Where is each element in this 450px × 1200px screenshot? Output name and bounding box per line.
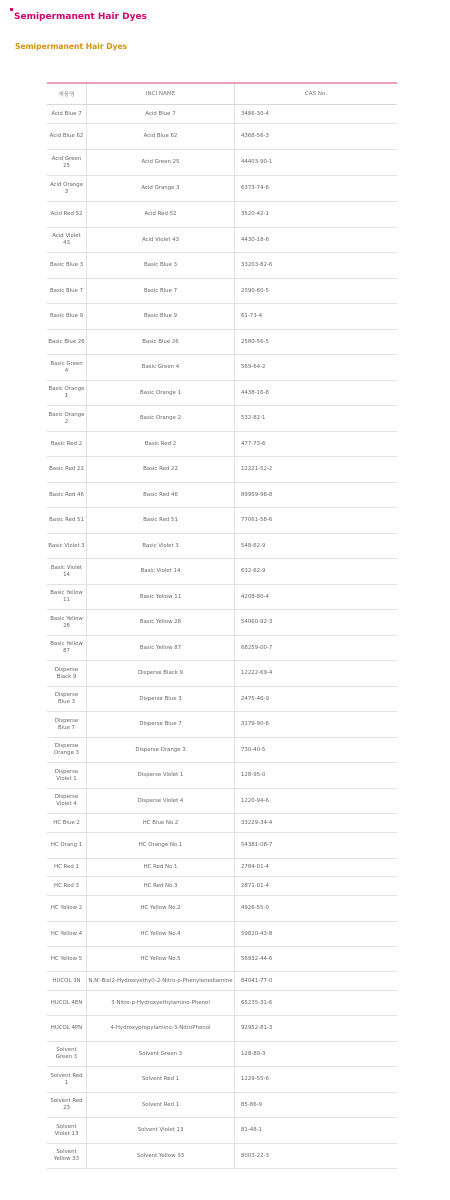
cell-cas-no: 6373-74-6 <box>235 176 398 202</box>
table-row <box>47 922 397 947</box>
table-row <box>47 432 397 457</box>
cell-inci-name: Basic Blue 26 <box>87 330 235 355</box>
table-row <box>47 972 397 991</box>
cell-inci-name: HC Red No.3 <box>87 877 235 896</box>
table-row <box>47 687 397 712</box>
cell-inci-name: Basic Blue 7 <box>87 279 235 304</box>
cell-cas-no: 2580-56-5 <box>235 330 398 355</box>
cell-product-name: Basic Violet 3 <box>47 534 87 559</box>
cell-inci-name: Basic Violet 14 <box>87 559 235 585</box>
table-row <box>47 534 397 559</box>
cell-inci-name: Solvent Red 1 <box>87 1067 235 1093</box>
table-row <box>47 1067 397 1093</box>
table-row <box>47 896 397 922</box>
cell-product-name: Basic Blue 9 <box>47 304 87 330</box>
cell-product-name: Acid Red 52 <box>47 202 87 228</box>
cell-inci-name: Basic Yellow 28 <box>87 610 235 636</box>
cell-product-name: Basic Red 46 <box>47 483 87 508</box>
table-row <box>47 859 397 877</box>
cell-cas-no: 3179-90-6 <box>235 712 398 738</box>
cell-cas-no: 4208-80-4 <box>235 585 398 610</box>
cell-product-name: Basic Yellow 87 <box>47 636 87 661</box>
table-row <box>47 150 397 176</box>
cell-cas-no: 2475-46-9 <box>235 687 398 712</box>
cell-cas-no: 128-95-0 <box>235 763 398 789</box>
cell-cas-no: 77061-58-6 <box>235 508 398 534</box>
table-row <box>47 202 397 228</box>
cell-inci-name: HC Red No.1 <box>87 859 235 877</box>
table-row <box>47 947 397 972</box>
cell-product-name: Solvent Red 23 <box>47 1093 87 1118</box>
cell-inci-name: HC Yellow No.5 <box>87 947 235 972</box>
table-row <box>47 176 397 202</box>
cell-product-name: Acid Blue 62 <box>47 124 87 150</box>
cell-inci-name: Basic Green 4 <box>87 355 235 381</box>
table-row <box>47 483 397 508</box>
cell-inci-name: Solvent Violet 13 <box>87 1118 235 1144</box>
cell-inci-name: HC Yellow No.4 <box>87 922 235 947</box>
cell-product-name: Disperse Blue 3 <box>47 687 87 712</box>
cell-product-name: HC Yellow 2 <box>47 896 87 922</box>
cell-cas-no: 730-40-5 <box>235 738 398 763</box>
section-title: Semipermanent Hair Dyes <box>15 42 128 51</box>
cell-cas-no: 548-62-9 <box>235 534 398 559</box>
cell-product-name: HC Orang 1 <box>47 833 87 859</box>
cell-inci-name: Basic Red 46 <box>87 483 235 508</box>
cell-cas-no: 2390-60-5 <box>235 279 398 304</box>
cell-inci-name: Solvent Yellow 33 <box>87 1144 235 1169</box>
cell-inci-name: Disperse Blue 7 <box>87 712 235 738</box>
cell-cas-no: 89959-98-8 <box>235 483 398 508</box>
cell-inci-name: Basic Orange 2 <box>87 406 235 432</box>
cell-cas-no: 1220-94-6 <box>235 789 398 814</box>
cell-inci-name: Disperse Orange 3 <box>87 738 235 763</box>
dye-table <box>47 82 397 1169</box>
cell-product-name: Disperse Orange 3 <box>47 738 87 763</box>
table-row <box>47 610 397 636</box>
cell-product-name: Basic Red 2 <box>47 432 87 457</box>
table-row <box>47 585 397 610</box>
table-row <box>47 330 397 355</box>
cell-product-name: HC Red 1 <box>47 859 87 877</box>
cell-cas-no: 2784-01-4 <box>235 859 398 877</box>
table-row <box>47 661 397 687</box>
cell-inci-name: Basic Red 51 <box>87 508 235 534</box>
cell-product-name: Solvent Yellow 33 <box>47 1144 87 1169</box>
cell-cas-no: 59820-43-8 <box>235 922 398 947</box>
cell-inci-name: Acid Blue 62 <box>87 124 235 150</box>
table-row <box>47 124 397 150</box>
cell-inci-name: Basic Violet 3 <box>87 534 235 559</box>
cell-product-name: Acid Orange 3 <box>47 176 87 202</box>
cell-inci-name: Basic Yellow 87 <box>87 636 235 661</box>
table-row <box>47 1144 397 1169</box>
table-row <box>47 105 397 124</box>
cell-inci-name: Acid Red 52 <box>87 202 235 228</box>
cell-inci-name: Basic Blue 3 <box>87 253 235 279</box>
cell-cas-no: 2871-01-4 <box>235 877 398 896</box>
cell-inci-name: Disperse Black 9 <box>87 661 235 687</box>
cell-product-name: HUCOL 3N <box>47 972 87 991</box>
table-row <box>47 1042 397 1067</box>
cell-inci-name: HC Yellow No.2 <box>87 896 235 922</box>
header-cas-no: CAS No. <box>235 83 398 105</box>
cell-cas-no: 56932-44-6 <box>235 947 398 972</box>
cell-product-name: Basic Red 22 <box>47 457 87 483</box>
cell-cas-no: 61-73-4 <box>235 304 398 330</box>
cell-product-name: Basic Green 4 <box>47 355 87 381</box>
cell-cas-no: 3520-42-1 <box>235 202 398 228</box>
cell-cas-no: 532-82-1 <box>235 406 398 432</box>
table-row <box>47 253 397 279</box>
cell-inci-name: N,N'-Bis(2-Hydroxyethyl)-2-Nitro-p-Phenylenediamine <box>87 972 235 991</box>
cell-product-name: HUCOL 4EN <box>47 991 87 1016</box>
cell-cas-no: 54060-92-3 <box>235 610 398 636</box>
cell-cas-no: 68259-00-7 <box>235 636 398 661</box>
cell-product-name: Disperse Violet 4 <box>47 789 87 814</box>
cell-cas-no: 4430-18-6 <box>235 228 398 253</box>
cell-inci-name: Basic Orange 1 <box>87 381 235 406</box>
cell-product-name: Solvent Violet 13 <box>47 1118 87 1144</box>
cell-product-name: HC Blue 2 <box>47 814 87 833</box>
cell-inci-name: Solvent Red 1 <box>87 1093 235 1118</box>
cell-product-name: Basic Blue 7 <box>47 279 87 304</box>
cell-inci-name: Acid Orange 3 <box>87 176 235 202</box>
table-row <box>47 279 397 304</box>
table-body <box>47 105 397 1169</box>
cell-product-name: HC Yellow 5 <box>47 947 87 972</box>
cell-cas-no: 54381-08-7 <box>235 833 398 859</box>
table-row <box>47 738 397 763</box>
table-row <box>47 406 397 432</box>
cell-cas-no: 33229-34-4 <box>235 814 398 833</box>
cell-inci-name: Basic Red 22 <box>87 457 235 483</box>
header-product-name: 제품명 <box>47 83 87 105</box>
cell-cas-no: 3486-30-4 <box>235 105 398 124</box>
cell-inci-name: Basic Red 2 <box>87 432 235 457</box>
cell-cas-no: 92952-81-3 <box>235 1016 398 1042</box>
cell-inci-name: Solvent Green 3 <box>87 1042 235 1067</box>
table-row <box>47 355 397 381</box>
cell-product-name: Basic Blue 26 <box>47 330 87 355</box>
cell-product-name: Basic Blue 3 <box>47 253 87 279</box>
cell-cas-no: 4926-55-0 <box>235 896 398 922</box>
cell-product-name: Disperse Blue 7 <box>47 712 87 738</box>
cell-product-name: Basic Red 51 <box>47 508 87 534</box>
table-row <box>47 636 397 661</box>
table-row <box>47 1118 397 1144</box>
cell-inci-name: HC Orange No.1 <box>87 833 235 859</box>
cell-product-name: Disperse Black 9 <box>47 661 87 687</box>
cell-product-name: Basic Yellow 28 <box>47 610 87 636</box>
cell-inci-name: 3-Nitro-p-Hydroxyethylamino-Phenol <box>87 991 235 1016</box>
cell-cas-no: 477-73-6 <box>235 432 398 457</box>
table-row <box>47 508 397 534</box>
cell-cas-no: 44403-90-1 <box>235 150 398 176</box>
page-title: Semipermanent Hair Dyes <box>14 12 147 22</box>
cell-product-name: Solvent Red 1 <box>47 1067 87 1093</box>
cell-cas-no: 65235-31-6 <box>235 991 398 1016</box>
table-row <box>47 457 397 483</box>
cell-cas-no: 569-64-2 <box>235 355 398 381</box>
cell-cas-no: 8003-22-3 <box>235 1144 398 1169</box>
cell-product-name: Disperse Violet 1 <box>47 763 87 789</box>
cell-inci-name: HC Blue No.2 <box>87 814 235 833</box>
cell-inci-name: 4-Hydroxypropylamino-3-NitroPhenol <box>87 1016 235 1042</box>
table-row <box>47 559 397 585</box>
cell-cas-no: 12221-52-2 <box>235 457 398 483</box>
cell-product-name: Solvent Green 3 <box>47 1042 87 1067</box>
cell-inci-name: Acid Blue 7 <box>87 105 235 124</box>
cell-inci-name: Basic Blue 9 <box>87 304 235 330</box>
cell-cas-no: 4438-16-8 <box>235 381 398 406</box>
cell-cas-no: 84041-77-0 <box>235 972 398 991</box>
cell-inci-name: Acid Green 25 <box>87 150 235 176</box>
cell-product-name: Basic Orange 1 <box>47 381 87 406</box>
cell-inci-name: Basic Yellow 11 <box>87 585 235 610</box>
cell-cas-no: 1229-55-6 <box>235 1067 398 1093</box>
cell-product-name: Basic Yellow 11 <box>47 585 87 610</box>
table-row <box>47 381 397 406</box>
cell-product-name: Basic Violet 14 <box>47 559 87 585</box>
table-row <box>47 877 397 896</box>
cell-cas-no: 12222-69-4 <box>235 661 398 687</box>
cell-cas-no: 81-48-1 <box>235 1118 398 1144</box>
cell-product-name: Acid Green 25 <box>47 150 87 176</box>
table-row <box>47 833 397 859</box>
cell-product-name: HC Yellow 4 <box>47 922 87 947</box>
table-row <box>47 228 397 253</box>
table-row <box>47 1093 397 1118</box>
cell-product-name: HC Red 3 <box>47 877 87 896</box>
table-row <box>47 814 397 833</box>
table-row <box>47 712 397 738</box>
cell-product-name: Acid Violet 43 <box>47 228 87 253</box>
cell-cas-no: 4368-56-3 <box>235 124 398 150</box>
cell-cas-no: 632-62-9 <box>235 559 398 585</box>
table-row <box>47 763 397 789</box>
cell-inci-name: Disperse Violet 1 <box>87 763 235 789</box>
table-header-row <box>47 83 397 105</box>
cell-product-name: HUCOL 4PN <box>47 1016 87 1042</box>
cell-cas-no: 33203-82-6 <box>235 253 398 279</box>
cell-inci-name: Disperse Blue 3 <box>87 687 235 712</box>
table-row <box>47 1016 397 1042</box>
header-inci-name: INCI NAME <box>87 83 235 105</box>
table-row <box>47 304 397 330</box>
table-row <box>47 789 397 814</box>
table-row <box>47 991 397 1016</box>
title-marker <box>10 8 13 11</box>
cell-inci-name: Acid Violet 43 <box>87 228 235 253</box>
cell-product-name: Acid Blue 7 <box>47 105 87 124</box>
cell-cas-no: 85-86-9 <box>235 1093 398 1118</box>
cell-cas-no: 128-80-3 <box>235 1042 398 1067</box>
cell-inci-name: Disperse Violet 4 <box>87 789 235 814</box>
cell-product-name: Basic Orange 2 <box>47 406 87 432</box>
